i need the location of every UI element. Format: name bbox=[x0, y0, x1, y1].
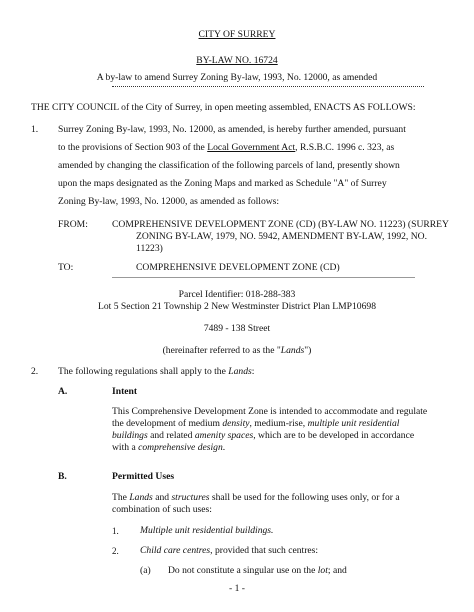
enacts-clause: THE CITY COUNCIL of the City of Surrey, in open meeting assembled, ENACTS AS FOLLOWS: bbox=[31, 102, 416, 113]
subsection-a-label: A. bbox=[58, 386, 68, 397]
local-government-act: Local Government Act bbox=[207, 142, 296, 153]
use-item-1-text: Multiple unit residential buildings. bbox=[140, 525, 274, 536]
permitted-uses-line-2: combination of such uses: bbox=[112, 504, 212, 515]
use-item-2-number: 2. bbox=[112, 546, 119, 556]
sub-item-a-text: Do not constitute a singular use on the lot; and bbox=[168, 565, 347, 576]
zone-rule bbox=[112, 277, 415, 278]
intent-line-3: buildings and related amenity spaces, which are to be developed in accordance bbox=[112, 430, 415, 441]
from-line-2: ZONING BY-LAW, 1979, NO. 5942, AMENDMENT BY-LAW, 1992, NO. bbox=[136, 231, 427, 242]
bylaw-purpose: A by-law to amend Surrey Zoning By-law, 1993, No. 12000, as amended bbox=[96, 72, 378, 83]
legal-description: Lot 5 Section 21 Township 2 New Westminster District Plan LMP10698 bbox=[97, 301, 376, 312]
city-title: CITY OF SURREY bbox=[198, 29, 276, 40]
intent-line-4: with a comprehensive design. bbox=[112, 442, 226, 453]
bylaw-number: BY-LAW NO. 16724 bbox=[196, 55, 278, 66]
to-label: TO: bbox=[58, 262, 74, 273]
page-number: - 1 - bbox=[229, 583, 245, 594]
section-1-line-1: Surrey Zoning By-law, 1993, No. 12000, as amended, is hereby further amended, pursuant bbox=[58, 124, 406, 135]
permitted-uses-line-1: The Lands and structures shall be used for the following uses only, or for a bbox=[112, 492, 400, 503]
sub-item-a-label: (a) bbox=[140, 565, 151, 576]
permitted-uses-heading: Permitted Uses bbox=[112, 471, 175, 482]
from-line-1: COMPREHENSIVE DEVELOPMENT ZONE (CD) (BY-LAW NO. 11223) (SURREY bbox=[112, 219, 449, 230]
subsection-b-label: B. bbox=[58, 471, 67, 482]
intent-heading: Intent bbox=[112, 386, 138, 397]
use-item-1-number: 1. bbox=[112, 526, 119, 536]
use-item-2-text: Child care centres, provided that such centres: bbox=[140, 545, 319, 556]
hereinafter-clause: (hereinafter referred to as the "Lands") bbox=[162, 345, 312, 356]
section-1-number: 1. bbox=[31, 124, 39, 135]
from-label: FROM: bbox=[58, 219, 88, 230]
section-1-line-4: upon the maps designated as the Zoning Maps and marked as Schedule "A" of Surrey bbox=[58, 178, 387, 189]
section-1-line-3: amended by changing the classification of the following parcels of land, presently shown bbox=[58, 160, 400, 171]
section-2-number: 2. bbox=[31, 366, 39, 377]
section-1-line-5: Zoning By-law, 1993, No. 12000, as amended as follows: bbox=[58, 196, 280, 207]
civic-address: 7489 - 138 Street bbox=[203, 323, 271, 334]
parcel-identifier: Parcel Identifier: 018-288-383 bbox=[178, 289, 296, 300]
from-line-3: 11223) bbox=[136, 243, 163, 254]
section-1-line-2: to the provisions of Section 903 of the Local Government Act, R.S.B.C. 1996 c. 323, as bbox=[58, 142, 395, 153]
section-2-intro: The following regulations shall apply to the Lands: bbox=[58, 366, 255, 377]
intent-line-2: the development of medium density, medium-rise, multiple unit residential bbox=[112, 418, 400, 429]
dotted-divider bbox=[112, 86, 424, 87]
to-value: COMPREHENSIVE DEVELOPMENT ZONE (CD) bbox=[136, 262, 340, 273]
intent-line-1: This Comprehensive Development Zone is intended to accommodate and regulate bbox=[112, 406, 428, 417]
